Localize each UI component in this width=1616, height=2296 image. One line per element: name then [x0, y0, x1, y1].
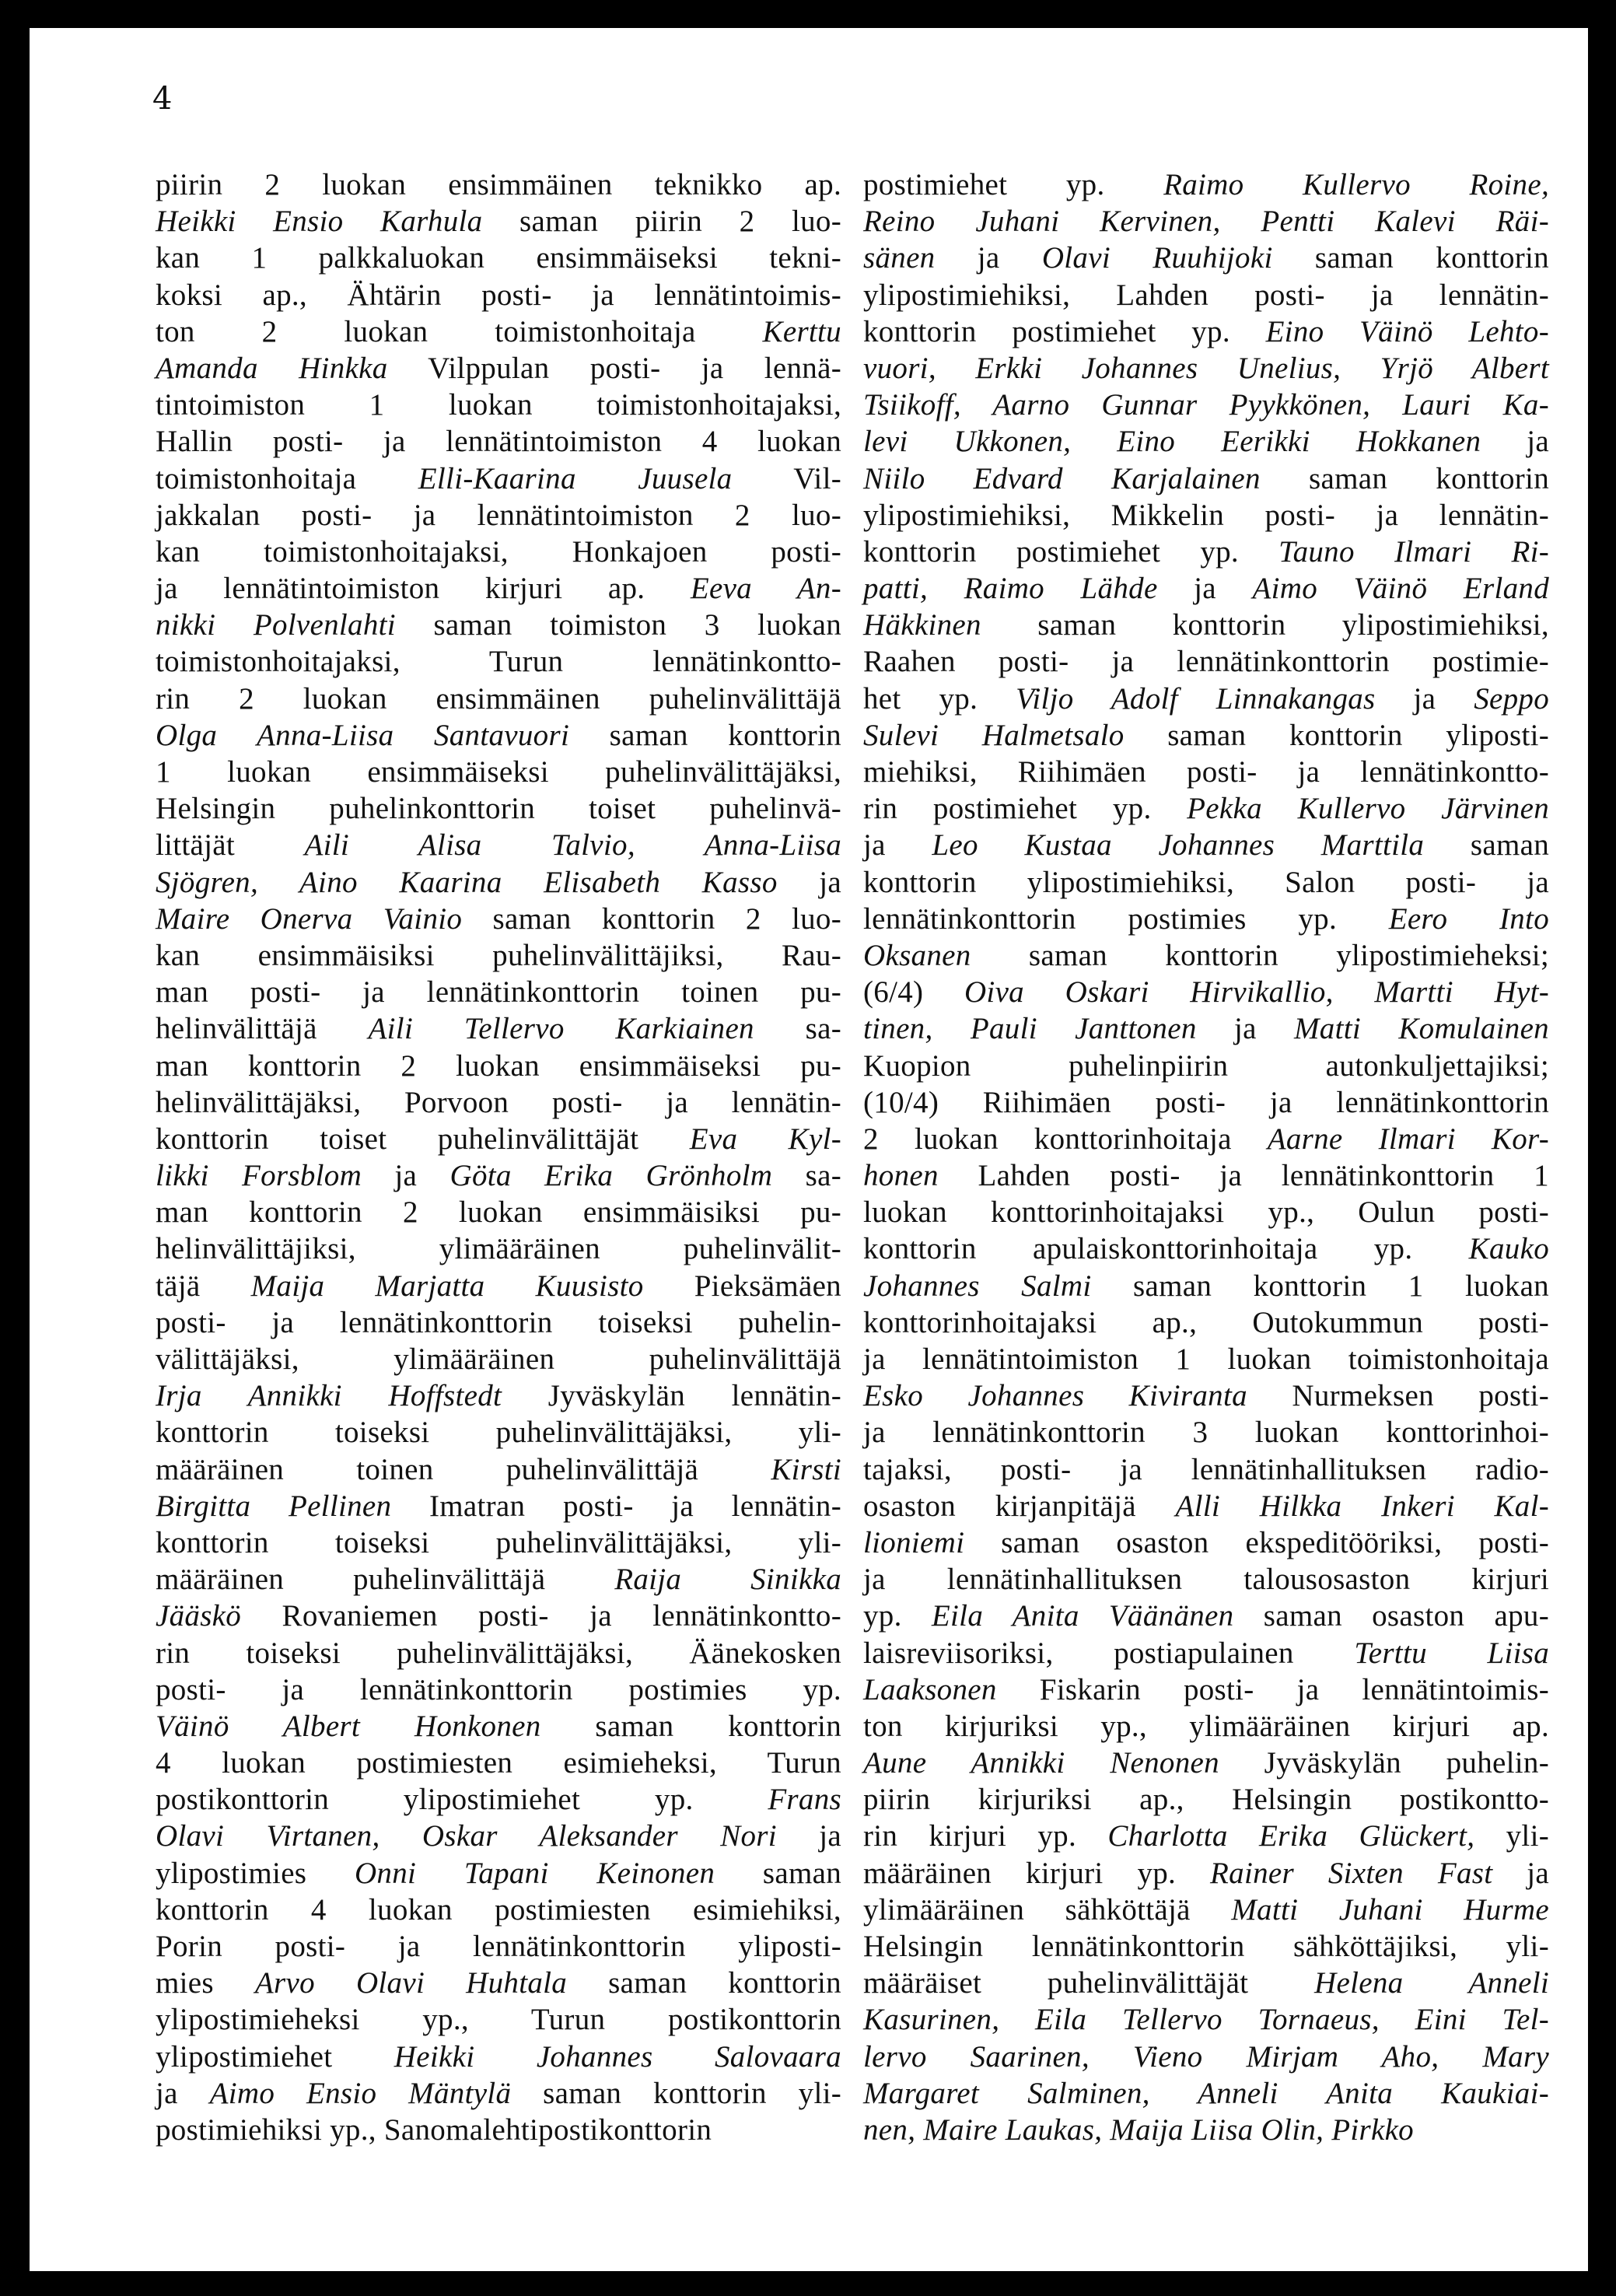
text-line	[156, 1524, 841, 1561]
italic-name-text: vuori, Erkki Johannes Unelius, Yrjö Albert	[863, 351, 1549, 385]
body-text: posti- ja lennätinkonttorin toiseksi puhelin-	[156, 1305, 841, 1339]
body-text: Jyväskylän lennätin-	[502, 1379, 841, 1413]
body-text: saman konttorin yliposti-	[1124, 718, 1550, 752]
text-line	[156, 1048, 841, 1084]
text-line	[863, 1598, 1549, 1634]
body-text: toimistonhoitaja	[156, 461, 418, 495]
italic-name-text: tinen, Pauli Janttonen	[863, 1012, 1197, 1046]
text-line	[863, 277, 1549, 313]
body-text: ja lennätinhallituksen talousosaston kirjuri	[863, 1563, 1549, 1597]
text-line	[863, 1524, 1549, 1561]
body-text: konttorinhoitajaksi ap., Outokummun posti-	[863, 1305, 1549, 1339]
text-line	[863, 387, 1549, 423]
italic-name-text: Tauno Ilmari Ri-	[1278, 534, 1549, 569]
text-line	[156, 1084, 841, 1121]
body-text: määräinen toinen puhelinvälittäjä	[156, 1452, 771, 1486]
body-text: saman osaston ekspeditööriksi, posti-	[964, 1525, 1549, 1559]
italic-name-text: Reino Juhani Kervinen, Pentti Kalevi Räi-	[863, 205, 1549, 239]
body-text: Nurmeksen posti-	[1247, 1379, 1549, 1413]
italic-name-text: Matti Komulainen	[1294, 1012, 1549, 1046]
italic-name-text: Olavi Virtanen, Oskar Aleksander Nori	[156, 1819, 777, 1853]
body-text: konttorin toiseksi puhelinvälittäjäksi, yli-	[156, 1416, 841, 1450]
body-text: saman konttorin	[1260, 461, 1549, 495]
body-text: (10/4) Riihimäen posti- ja lennätinkonttorin	[863, 1085, 1549, 1119]
text-line	[863, 1341, 1549, 1377]
body-text: postimiehiksi yp., Sanomalehtipostikonttorin	[156, 2112, 712, 2147]
italic-name-text: Maire Onerva Vainio	[156, 901, 463, 936]
text-line	[156, 1708, 841, 1745]
text-line	[863, 754, 1549, 790]
body-text: kan 1 palkkaluokan ensimmäiseksi tekni-	[156, 241, 841, 275]
text-line	[863, 1121, 1549, 1157]
body-text: sa-	[754, 1012, 841, 1046]
body-text: helinvälittäjä	[156, 1012, 369, 1046]
document-page	[30, 28, 1588, 2271]
text-line	[863, 1561, 1549, 1598]
italic-name-text: Raimo Kullervo Roine,	[1163, 168, 1550, 201]
text-line	[863, 423, 1549, 460]
text-line	[863, 240, 1549, 276]
text-line	[863, 1268, 1549, 1304]
body-text: ja	[1157, 572, 1253, 606]
body-text: saman konttorin	[540, 1709, 841, 1743]
italic-name-text: nikki Polvenlahti	[156, 608, 396, 642]
text-line	[156, 2112, 841, 2148]
body-text: saman konttorin ylipostimiehiksi,	[981, 608, 1549, 642]
text-line	[863, 166, 1549, 203]
body-text: ja	[863, 828, 932, 863]
body-text: Pieksämäen	[643, 1269, 841, 1303]
text-line	[863, 534, 1549, 570]
body-text: sa-	[772, 1159, 841, 1193]
text-line	[156, 203, 841, 240]
body-text: saman konttorin yli-	[511, 2076, 841, 2110]
text-line	[863, 1708, 1549, 1745]
body-text: piirin 2 luokan ensimmäinen teknikko ap.	[156, 168, 841, 201]
italic-name-text: Väinö Albert Honkonen	[156, 1709, 541, 1743]
body-text: Vilppulan posti- ja lennä-	[387, 351, 841, 385]
body-text: saman	[1424, 828, 1550, 863]
italic-name-text: levi Ukkonen, Eino Eerikki Hokkanen	[863, 425, 1481, 459]
italic-name-text: Kerttu	[762, 314, 841, 348]
italic-name-text: Frans	[768, 1783, 841, 1817]
body-text: välittäjäksi, ylimääräinen puhelinvälittäjä	[156, 1342, 841, 1376]
text-line	[156, 1671, 841, 1708]
italic-name-text: Tsiikoff, Aarno Gunnar Pyykkönen, Lauri Ka-	[863, 388, 1549, 422]
italic-name-text: Sjögren, Aino Kaarina Elisabeth Kasso	[156, 865, 778, 899]
italic-name-text: Eva Kyl-	[689, 1122, 841, 1156]
italic-name-text: Kasurinen, Eila Tellervo Tornaeus, Eini Tel-	[863, 2003, 1549, 2037]
body-text: littäjät	[156, 828, 305, 863]
text-line	[863, 1635, 1549, 1671]
body-text: saman	[715, 1856, 841, 1890]
italic-name-text: Irja Annikki Hoffstedt	[156, 1379, 502, 1413]
text-line	[863, 1010, 1549, 1047]
italic-name-text: Eila Anita Väänänen	[931, 1599, 1234, 1633]
body-text: saman konttorin	[569, 718, 841, 752]
body-text: saman osaston apu-	[1233, 1599, 1549, 1633]
text-line	[863, 2112, 1549, 2148]
text-line	[863, 827, 1549, 863]
text-line	[156, 2001, 841, 2038]
italic-name-text: likki Forsblom	[156, 1159, 362, 1193]
body-text: konttorin toiseksi puhelinvälittäjäksi, yli-	[156, 1525, 841, 1559]
body-text: man konttorin 2 luokan ensimmäiseksi pu-	[156, 1048, 841, 1083]
text-line	[863, 1965, 1549, 2001]
body-text: saman piirin 2 luo-	[482, 205, 842, 239]
body-text: kan toimistonhoitajaksi, Honkajoen posti-	[156, 534, 841, 569]
body-text: laisreviisoriksi, postiapulainen	[863, 1636, 1355, 1670]
text-line	[156, 717, 841, 754]
body-text: saman konttorin	[567, 1966, 841, 2000]
italic-name-text: Onni Tapani Keinonen	[354, 1856, 715, 1890]
body-text: täjä	[156, 1269, 251, 1303]
body-text: jakkalan posti- ja lennätintoimiston 2 luo-	[156, 498, 841, 532]
text-line	[156, 1488, 841, 1524]
body-text: yp.	[863, 1599, 932, 1633]
body-text: ja	[777, 865, 841, 899]
text-line	[863, 864, 1549, 901]
body-text: ylimääräinen sähköttäjä	[863, 1892, 1232, 1927]
body-text: tintoimiston 1 luokan toimistonhoitajaksi,	[156, 388, 841, 422]
text-line	[863, 1194, 1549, 1230]
body-text: man posti- ja lennätinkonttorin toinen pu-	[156, 975, 841, 1010]
body-text: kan ensimmäisiksi puhelinvälittäjiksi, Rau-	[156, 938, 841, 972]
body-text: ja lennätinkonttorin 3 luokan konttorinhoi-	[863, 1416, 1549, 1450]
body-text: konttorin 4 luokan postimiesten esimiehiksi,	[156, 1892, 841, 1927]
body-text: ja	[776, 1819, 841, 1853]
text-line	[863, 2039, 1549, 2075]
body-text: ja lennätintoimiston kirjuri ap.	[156, 572, 691, 606]
italic-name-text: Oksanen	[863, 938, 971, 972]
body-text: rin postimiehet yp.	[863, 792, 1188, 826]
body-text: konttorin toiset puhelinvälittäjät	[156, 1122, 690, 1156]
body-text: saman konttorin ylipostimieheksi;	[971, 938, 1549, 972]
text-line	[863, 1745, 1549, 1781]
body-text: yli-	[1474, 1819, 1549, 1853]
body-text: Kuopion puhelinpiirin autonkuljettajiksi;	[863, 1048, 1549, 1083]
italic-name-text: Niilo Edvard Karjalainen	[863, 461, 1261, 495]
text-line	[863, 790, 1549, 827]
body-text: Porin posti- ja lennätinkonttorin yliposti-	[156, 1930, 841, 1963]
italic-name-text: Amanda Hinkka	[156, 351, 388, 385]
italic-name-text: Jääskö	[156, 1599, 242, 1633]
text-line	[156, 2039, 841, 2075]
body-text: ylipostimiehet	[156, 2039, 394, 2074]
text-line	[863, 974, 1549, 1010]
italic-name-text: Aili Tellervo Karkiainen	[368, 1012, 754, 1046]
body-text: Imatran posti- ja lennätin-	[391, 1489, 841, 1523]
text-line	[156, 1781, 841, 1818]
text-line	[863, 681, 1549, 717]
body-text: 1 luokan ensimmäiseksi puhelinvälittäjäksi,	[156, 755, 841, 789]
italic-name-text: lioniemi	[863, 1525, 965, 1559]
text-line	[156, 1341, 841, 1377]
italic-name-text: Aili Alisa Talvio, Anna-Liisa	[304, 828, 841, 863]
text-line	[156, 387, 841, 423]
italic-name-text: Sulevi Halmetsalo	[863, 718, 1125, 752]
body-text: ylipostimiehiksi, Lahden posti- ja lennätin-	[863, 278, 1549, 312]
body-text: ylipostimieheksi yp., Turun postikonttorin	[156, 2003, 841, 2037]
body-text: Hallin posti- ja lennätintoimiston 4 luokan	[156, 425, 841, 459]
text-line	[156, 423, 841, 460]
italic-name-text: Olavi Ruuhijoki	[1041, 241, 1273, 275]
text-line	[156, 2075, 841, 2112]
body-text: mies	[156, 1966, 255, 2000]
italic-name-text: Viljo Adolf Linnakangas	[1016, 681, 1376, 716]
italic-name-text: Heikki Johannes Salovaara	[394, 2039, 841, 2074]
text-line	[156, 534, 841, 570]
body-text: ylipostimiehiksi, Mikkelin posti- ja lennätin-	[863, 498, 1549, 532]
text-line	[863, 1414, 1549, 1451]
text-line	[863, 1157, 1549, 1194]
italic-name-text: Seppo	[1474, 681, 1549, 716]
text-line	[863, 497, 1549, 534]
body-text: Raahen posti- ja lennätinkonttorin postimie-	[863, 645, 1549, 679]
body-text: Jyväskylän puhelin-	[1219, 1746, 1549, 1780]
body-text: Helsingin lennätinkonttorin sähköttäjiksi, yli-	[863, 1930, 1549, 1963]
text-line	[863, 1892, 1549, 1928]
body-text: Helsingin puhelinkonttorin toiset puhelinvä-	[156, 792, 841, 826]
body-text: ja	[1492, 1856, 1550, 1890]
text-line	[156, 901, 841, 937]
text-line	[863, 1928, 1549, 1965]
body-text: posti- ja lennätinkonttorin postimies yp.	[156, 1672, 841, 1706]
text-line	[156, 1561, 841, 1598]
body-text: ja	[1481, 425, 1550, 459]
body-text: saman konttorin	[1272, 241, 1549, 275]
italic-name-text: Maija Marjatta Kuusisto	[250, 1269, 644, 1303]
text-line	[863, 203, 1549, 240]
text-line	[156, 1414, 841, 1451]
italic-name-text: Margaret Salminen, Anneli Anita Kaukiai-	[863, 2076, 1549, 2110]
text-line	[156, 754, 841, 790]
text-line	[863, 1818, 1549, 1854]
body-text: konttorin postimiehet yp.	[863, 314, 1266, 348]
italic-name-text: Heikki Ensio Karhula	[156, 205, 483, 239]
text-line	[863, 313, 1549, 350]
body-text: konttorin apulaiskonttorinhoitaja yp.	[863, 1232, 1469, 1266]
text-line	[156, 643, 841, 680]
body-text: konttorin postimiehet yp.	[863, 534, 1279, 569]
text-line	[156, 937, 841, 974]
text-line	[156, 350, 841, 387]
text-line	[156, 1855, 841, 1892]
body-text: saman konttorin 1 luokan	[1091, 1269, 1549, 1303]
text-line	[156, 1304, 841, 1341]
body-text: lennätinkonttorin postimies yp.	[863, 901, 1389, 936]
italic-name-text: Charlotta Erika Glückert,	[1107, 1819, 1475, 1853]
body-text: ja	[1375, 681, 1474, 716]
page-number: 4	[152, 81, 173, 117]
body-text: rin 2 luokan ensimmäinen puhelinvälittäjä	[156, 681, 841, 716]
body-text: luokan konttorinhoitajaksi yp., Oulun posti-	[863, 1195, 1549, 1230]
italic-name-text: Eero Into	[1388, 901, 1549, 936]
text-line	[863, 2075, 1549, 2112]
text-line	[863, 717, 1549, 754]
text-line	[863, 570, 1549, 607]
text-line	[156, 1377, 841, 1414]
text-line	[156, 1965, 841, 2001]
text-line	[156, 1194, 841, 1230]
body-text: piirin kirjuriksi ap., Helsingin postikontto-	[863, 1783, 1549, 1817]
text-line	[156, 1121, 841, 1157]
text-line	[156, 570, 841, 607]
text-line	[863, 1781, 1549, 1818]
text-line	[863, 350, 1549, 387]
body-text: ja	[1196, 1012, 1295, 1046]
text-line	[156, 1892, 841, 1928]
italic-name-text: Raija Sinikka	[614, 1563, 841, 1597]
body-text: ylipostimies	[156, 1856, 355, 1890]
italic-name-text: nen, Maire Laukas, Maija Liisa Olin, Pirkko	[863, 2112, 1414, 2147]
text-line	[863, 1304, 1549, 1341]
text-line	[863, 460, 1549, 497]
body-text: 4 luokan postimiesten esimieheksi, Turun	[156, 1746, 841, 1780]
italic-name-text: lervo Saarinen, Vieno Mirjam Aho, Mary	[863, 2039, 1549, 2074]
text-line	[863, 1451, 1549, 1488]
body-text: rin toiseksi puhelinvälittäjäksi, Äänekosken	[156, 1636, 841, 1670]
italic-name-text: Aimo Väinö Erland	[1252, 572, 1549, 606]
italic-name-text: Helena Anneli	[1314, 1966, 1549, 2000]
body-text: postikonttorin ylipostimiehet yp.	[156, 1783, 768, 1817]
body-text: miehiksi, Riihimäen posti- ja lennätinkontto-	[863, 755, 1549, 789]
italic-name-text: Laaksonen	[863, 1672, 997, 1706]
body-text: helinvälittäjiksi, ylimääräinen puhelinvälit-	[156, 1232, 841, 1266]
text-line	[156, 1818, 841, 1854]
italic-name-text: Eino Väinö Lehto-	[1265, 314, 1549, 348]
text-line	[863, 1488, 1549, 1524]
italic-name-text: Elli-Kaarina Juusela	[418, 461, 733, 495]
italic-name-text: Pekka Kullervo Järvinen	[1187, 792, 1549, 826]
text-line	[156, 497, 841, 534]
body-text: ton 2 luokan toimistonhoitaja	[156, 314, 763, 348]
italic-name-text: Terttu Liisa	[1354, 1636, 1549, 1670]
body-text: Rovaniemen posti- ja lennätinkontto-	[241, 1599, 841, 1633]
body-text: man konttorin 2 luokan ensimmäisiksi pu-	[156, 1195, 841, 1230]
text-line	[863, 937, 1549, 974]
italic-name-text: Arvo Olavi Huhtala	[254, 1966, 568, 2000]
body-text: Vil-	[732, 461, 841, 495]
italic-name-text: Aune Annikki Nenonen	[863, 1746, 1219, 1780]
body-text: Lahden posti- ja lennätinkonttorin 1	[938, 1159, 1549, 1193]
body-text: saman konttorin 2 luo-	[462, 901, 841, 936]
text-line	[863, 2001, 1549, 2038]
text-line	[156, 790, 841, 827]
text-line	[156, 681, 841, 717]
italic-name-text: Alli Hilkka Inkeri Kal-	[1175, 1489, 1549, 1523]
italic-name-text: Johannes Salmi	[863, 1269, 1092, 1303]
italic-name-text: Oiva Oskari Hirvikallio, Martti Hyt-	[964, 975, 1549, 1010]
text-line	[863, 607, 1549, 643]
text-line	[863, 1048, 1549, 1084]
body-text: tajaksi, posti- ja lennätinhallituksen radio-	[863, 1452, 1549, 1486]
body-text: ja lennätintoimiston 1 luokan toimistonhoitaja	[863, 1342, 1549, 1376]
text-line	[863, 1377, 1549, 1414]
body-text: helinvälittäjäksi, Porvoon posti- ja lennätin-	[156, 1085, 841, 1119]
body-text: Fiskarin posti- ja lennätintoimis-	[996, 1672, 1549, 1706]
body-text: rin kirjuri yp.	[863, 1819, 1108, 1853]
italic-name-text: Göta Erika Grönholm	[449, 1159, 773, 1193]
italic-name-text: Birgitta Pellinen	[156, 1489, 392, 1523]
body-text: postimiehet yp.	[863, 168, 1164, 201]
body-text: ja	[935, 241, 1042, 275]
italic-name-text: patti, Raimo Lähde	[863, 572, 1158, 606]
italic-name-text: Kirsti	[771, 1452, 841, 1486]
right-column	[863, 166, 1549, 2148]
italic-name-text: Esko Johannes Kiviranta	[863, 1379, 1247, 1413]
body-text: saman toimiston 3 luokan	[395, 608, 841, 642]
text-line	[863, 643, 1549, 680]
text-line	[156, 1157, 841, 1194]
body-text: määräinen kirjuri yp.	[863, 1856, 1211, 1890]
italic-name-text: Aimo Ensio Mäntylä	[209, 2076, 512, 2110]
left-column	[156, 166, 841, 2148]
text-line	[156, 1928, 841, 1965]
body-text: ton kirjuriksi yp., ylimääräinen kirjuri ap.	[863, 1709, 1549, 1743]
text-line	[863, 901, 1549, 937]
text-line	[156, 1010, 841, 1047]
italic-name-text: Rainer Sixten Fast	[1210, 1856, 1493, 1890]
body-text: (6/4)	[863, 975, 964, 1010]
body-text: toimistonhoitajaksi, Turun lennätinkontto-	[156, 645, 841, 679]
text-line	[156, 277, 841, 313]
text-line	[156, 974, 841, 1010]
body-text: ja	[362, 1159, 450, 1193]
italic-name-text: Eeva An-	[690, 572, 841, 606]
text-line	[156, 166, 841, 203]
text-line	[156, 864, 841, 901]
text-line	[156, 827, 841, 863]
text-line	[863, 1855, 1549, 1892]
text-line	[863, 1671, 1549, 1708]
body-text: määräinen puhelinvälittäjä	[156, 1563, 615, 1597]
text-line	[156, 1451, 841, 1488]
italic-name-text: Häkkinen	[863, 608, 981, 642]
text-line	[863, 1084, 1549, 1121]
italic-name-text: honen	[863, 1159, 939, 1193]
body-text: osaston kirjanpitäjä	[863, 1489, 1176, 1523]
body-text: 2 luokan konttorinhoitaja	[863, 1122, 1268, 1156]
body-text: konttorin ylipostimiehiksi, Salon posti- ja	[863, 865, 1549, 899]
italic-name-text: Olga Anna-Liisa Santavuori	[156, 718, 570, 752]
text-line	[156, 460, 841, 497]
text-line	[156, 1635, 841, 1671]
italic-name-text: sänen	[863, 241, 936, 275]
text-line	[863, 1230, 1549, 1267]
text-line	[156, 1745, 841, 1781]
italic-name-text: Matti Juhani Hurme	[1231, 1892, 1549, 1927]
text-line	[156, 313, 841, 350]
italic-name-text: Aarne Ilmari Kor-	[1267, 1122, 1549, 1156]
text-line	[156, 1230, 841, 1267]
body-text: het yp.	[863, 681, 1016, 716]
text-line	[156, 240, 841, 276]
text-line	[156, 607, 841, 643]
body-text: ja	[156, 2076, 210, 2110]
text-line	[156, 1598, 841, 1634]
italic-name-text: Leo Kustaa Johannes Marttila	[932, 828, 1425, 863]
text-line	[156, 1268, 841, 1304]
body-text: määräiset puhelinvälittäjät	[863, 1966, 1314, 2000]
italic-name-text: Kauko	[1468, 1232, 1549, 1266]
body-text: koksi ap., Ähtärin posti- ja lennätintoimis-	[156, 278, 841, 312]
